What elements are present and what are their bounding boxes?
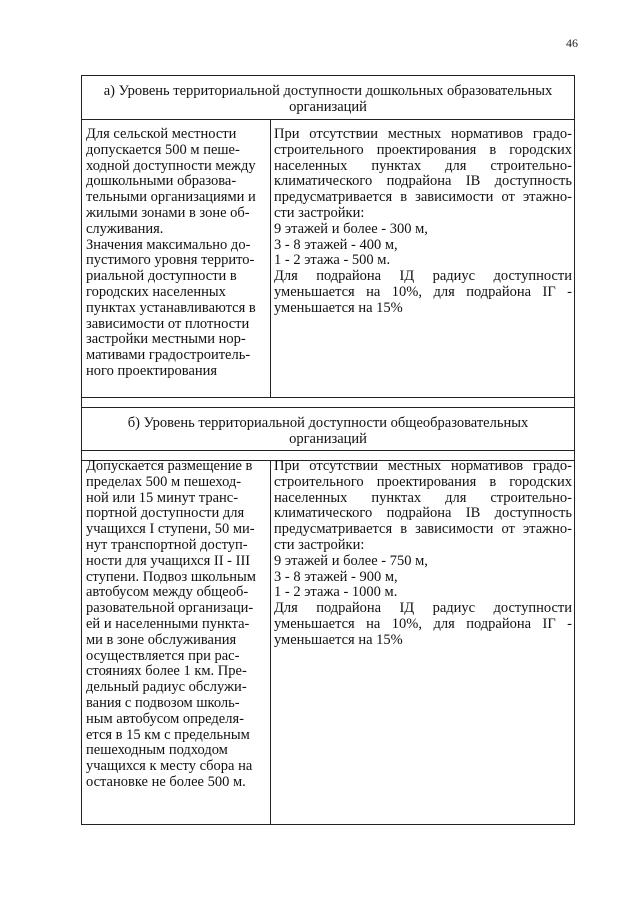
column-divider-a [270,120,271,397]
text-line: зависимости от плотности [86,315,250,332]
text-line: населенных пунктах для строительно- [274,157,572,174]
page-number: 46 [566,36,578,50]
section-a-left-cell [86,127,268,380]
text-line: Значения максимально до- [86,236,251,253]
text-line: ности для учащихся II - III [86,552,251,569]
text-line: городских населенных [86,283,226,300]
text-line: пешеходным подходом [86,742,228,759]
text-line: пунктах устанавливаются в [86,299,256,316]
text-line: строительного проектирования в городских [274,141,572,158]
text-line: предусматривается в зависимости от этажно- [274,189,572,206]
text-line: уменьшается на 10%, для подрайона IГ - [274,283,572,300]
text-line: ным автобусом определя- [86,710,244,727]
text-line: уменьшается на 15% [274,299,403,316]
text-line: 9 этажей и более - 750 м, [274,552,428,569]
text-line: 1 - 2 этажа - 1000 м. [274,584,398,601]
text-line: вания с подвозом школь- [86,694,240,711]
text-line: мативами градостроитель- [86,347,251,364]
text-line: пустимого уровня террито- [86,252,255,269]
text-line: строительного проектирования в городских [274,473,572,490]
section-b-left-cell [86,459,268,791]
accessibility-table [81,75,575,825]
text-line: стояниях более 1 км. Пре- [86,663,247,680]
text-line: Для подрайона IД радиус доступности [274,600,572,617]
text-line: уменьшается на 10%, для подрайона IГ - [274,615,572,632]
text-line: застройки местными нор- [86,331,246,348]
text-line: ется в 15 км с предельным [86,726,250,743]
section-a-heading: а) Уровень территориальной доступности дошкольных образовательных организаций [82,76,574,120]
text-line: служивания. [86,220,164,237]
text-line: учащихся I ступени, 50 ми- [86,521,255,538]
text-line: риальной доступности в [86,268,237,285]
text-line: ной или 15 минут транс- [86,489,239,506]
text-line: 3 - 8 этажей - 900 м, [274,568,398,585]
section-b-heading: б) Уровень территориальной доступности общеобразовательных организаций [82,407,574,451]
text-line: автобусом между общеоб- [86,584,249,601]
section-a-right-cell [274,127,572,317]
text-line: остановке не более 500 м. [86,773,246,790]
text-line: нут транспортной доступ- [86,536,248,553]
text-line: Допускается размещение в [86,458,253,474]
text-line: допускается 500 м пеше- [86,141,240,158]
text-line: Для подрайона IД радиус доступности [274,268,572,285]
text-line: осуществляется при рас- [86,647,240,664]
text-line: разовательной организаци- [86,600,254,617]
text-line: Для сельской местности [86,126,237,142]
text-line: жилыми зонами в зоне об- [86,204,250,221]
text-line: ного проектирования [86,362,218,379]
table-gap-top [82,397,574,407]
text-line: учащихся к месту сбора на [86,758,253,775]
section-b-right-cell [274,459,572,649]
text-line: предусматривается в зависимости от этажно- [274,521,572,538]
text-line: 1 - 2 этажа - 500 м. [274,252,391,269]
text-line: дошкольными образова- [86,173,237,190]
text-line: 3 - 8 этажей - 400 м, [274,236,398,253]
text-line: ми в зоне обслуживания [86,631,237,648]
text-line: При отсутствии местных нормативов градо- [274,126,572,142]
text-line: При отсутствии местных нормативов градо- [274,458,572,474]
text-line: пределах 500 м пешеход- [86,473,242,490]
text-line: тельными организациями и [86,189,256,206]
text-line: ей и населенными пункта- [86,615,250,632]
column-divider-b [270,461,271,824]
text-line: уменьшается на 15% [274,631,403,648]
text-line: портной доступности для [86,505,245,522]
text-line: ступени. Подвоз школьным [86,568,256,585]
text-line: дельный радиус обслужи- [86,679,247,696]
text-line: 9 этажей и более - 300 м, [274,220,428,237]
text-line: сти застройки: [274,536,365,553]
text-line: климатического подрайона IВ доступность [274,173,572,190]
text-line: сти застройки: [274,204,365,221]
text-line: ходной доступности между [86,157,256,174]
text-line: климатического подрайона IВ доступность [274,505,572,522]
text-line: населенных пунктах для строительно- [274,489,572,506]
